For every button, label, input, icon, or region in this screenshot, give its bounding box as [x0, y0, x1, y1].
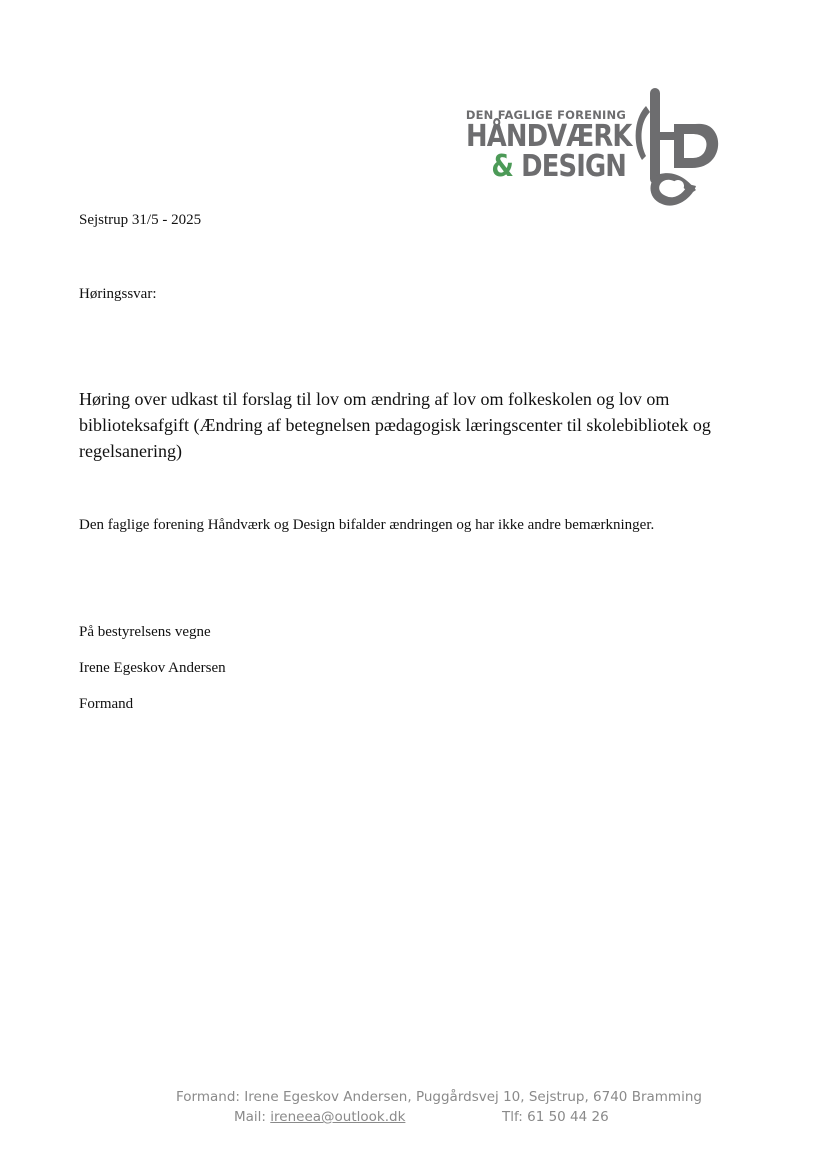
signer-name: Irene Egeskov Andersen [79, 660, 226, 676]
logo-wordmark [440, 108, 632, 184]
letter-title: Høring over udkast til forslag til lov om ændring af lov om folkeskolen og lov om biblioteksafgift (Ændring af betegnelsen pædagogisk læringscenter til skolebibliotek og regelsanering) [79, 389, 711, 461]
letter-statement: Den faglige forening Håndværk og Design bifalder ændringen og har ikke andre bemærkninger. [79, 517, 655, 533]
organization-logo [440, 86, 730, 210]
signer-role: Formand [79, 696, 134, 712]
logo-word-handvaerk: HÅNDVÆRK [466, 119, 632, 154]
footer-address: Formand: Irene Egeskov Andersen, Puggårdsvej 10, Sejstrup, 6740 Bramming [176, 1089, 702, 1105]
logo-monogram-icon [630, 86, 730, 210]
logo-ampersand: & [491, 149, 514, 184]
signoff-line: På bestyrelsens vegne [79, 624, 211, 640]
footer-mail-label: Mail: [234, 1109, 271, 1125]
letter-label: Høringssvar: [79, 286, 157, 302]
footer-mail [234, 1107, 405, 1128]
logo-word-design [466, 149, 626, 184]
letter-date: Sejstrup 31/5 - 2025 [79, 212, 202, 228]
footer-mail-link[interactable]: ireneea@outlook.dk [270, 1109, 406, 1125]
logo-word-design-text: DESIGN [521, 149, 626, 184]
footer-phone: Tlf: 61 50 44 26 [502, 1109, 609, 1125]
logo-tagline: DEN FAGLIGE FORENING [465, 108, 626, 122]
